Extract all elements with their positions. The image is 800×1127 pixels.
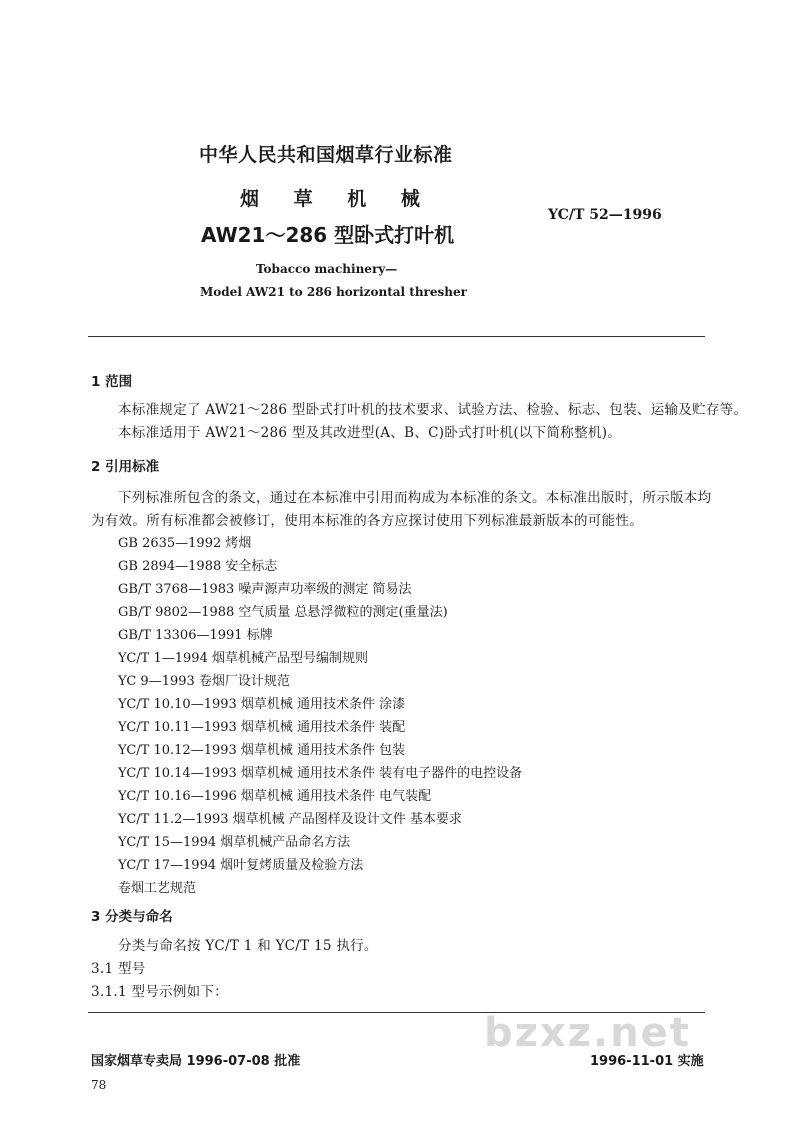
reference-item: GB/T 9802—1988 空气质量 总悬浮微粒的测定(重量法) xyxy=(118,605,448,620)
reference-item: YC/T 10.11—1993 烟草机械 通用技术条件 装配 xyxy=(118,720,406,735)
reference-item: YC/T 10.12—1993 烟草机械 通用技术条件 包装 xyxy=(118,743,406,758)
standard-category-title: 中华人民共和国烟草行业标准 xyxy=(199,144,453,166)
english-title-line1: Tobacco machinery— xyxy=(256,262,398,276)
reference-item: YC 9—1993 卷烟厂设计规范 xyxy=(118,674,290,689)
page-number: 78 xyxy=(91,1078,107,1092)
reference-item: GB/T 13306—1991 标牌 xyxy=(118,628,273,643)
english-title-line2: Model AW21 to 286 horizontal thresher xyxy=(200,285,467,299)
reference-item: YC/T 10.14—1993 烟草机械 通用技术条件 装有电子器件的电控设备 xyxy=(118,766,523,781)
reference-item: YC/T 15—1994 烟草机械产品命名方法 xyxy=(118,835,351,850)
reference-item: YC/T 1—1994 烟草机械产品型号编制规则 xyxy=(118,651,368,666)
reference-item: GB/T 3768—1983 噪声源声功率级的测定 简易法 xyxy=(118,582,412,597)
section-2-paragraph-line1: 下列标准所包含的条文，通过在本标准中引用而构成为本标准的条文。本标准出版时，所示版本均 xyxy=(118,490,712,506)
header-divider xyxy=(88,336,705,337)
reference-item: YC/T 10.10—1993 烟草机械 通用技术条件 涂漆 xyxy=(118,697,406,712)
reference-item: YC/T 17—1994 烟叶复烤质量及检验方法 xyxy=(118,858,364,873)
reference-item: YC/T 10.16—1996 烟草机械 通用技术条件 电气装配 xyxy=(118,789,432,804)
approval-date: 国家烟草专卖局 1996-07-08 批准 xyxy=(91,1054,301,1069)
section-3-1-heading: 3.1 型号 xyxy=(91,961,146,977)
section-3-heading: 3 分类与命名 xyxy=(91,909,173,925)
section-2-paragraph-line2: 为有效。所有标准都会被修订，使用本标准的各方应探讨使用下列标准最新版本的可能性。 xyxy=(91,513,643,529)
watermark: bzxz.net xyxy=(484,1010,691,1056)
section-1-paragraph-2: 本标准适用于 AW21～286 型及其改进型(A、B、C)卧式打叶机(以下简称整机)。 xyxy=(118,425,622,441)
reference-item: YC/T 11.2—1993 烟草机械 产品图样及设计文件 基本要求 xyxy=(118,812,462,827)
standard-number: YC/T 52—1996 xyxy=(548,207,662,223)
section-1-paragraph-1: 本标准规定了 AW21～286 型卧式打叶机的技术要求、试验方法、检验、标志、包装、运输及贮存等。 xyxy=(118,402,748,418)
effective-date: 1996-11-01 实施 xyxy=(590,1054,704,1069)
reference-item: GB 2894—1988 安全标志 xyxy=(118,559,278,574)
document-title-line1: 烟 草 机 械 xyxy=(240,188,434,210)
reference-item: GB 2635—1992 烤烟 xyxy=(118,536,252,551)
section-2-heading: 2 引用标准 xyxy=(91,459,160,475)
document-title-line2: AW21～286 型卧式打叶机 xyxy=(201,223,455,247)
section-1-heading: 1 范围 xyxy=(91,374,133,390)
section-3-paragraph: 分类与命名按 YC/T 1 和 YC/T 15 执行。 xyxy=(118,938,378,954)
reference-item: 卷烟工艺规范 xyxy=(118,881,197,896)
section-3-1-1-heading: 3.1.1 型号示例如下： xyxy=(91,984,229,1000)
